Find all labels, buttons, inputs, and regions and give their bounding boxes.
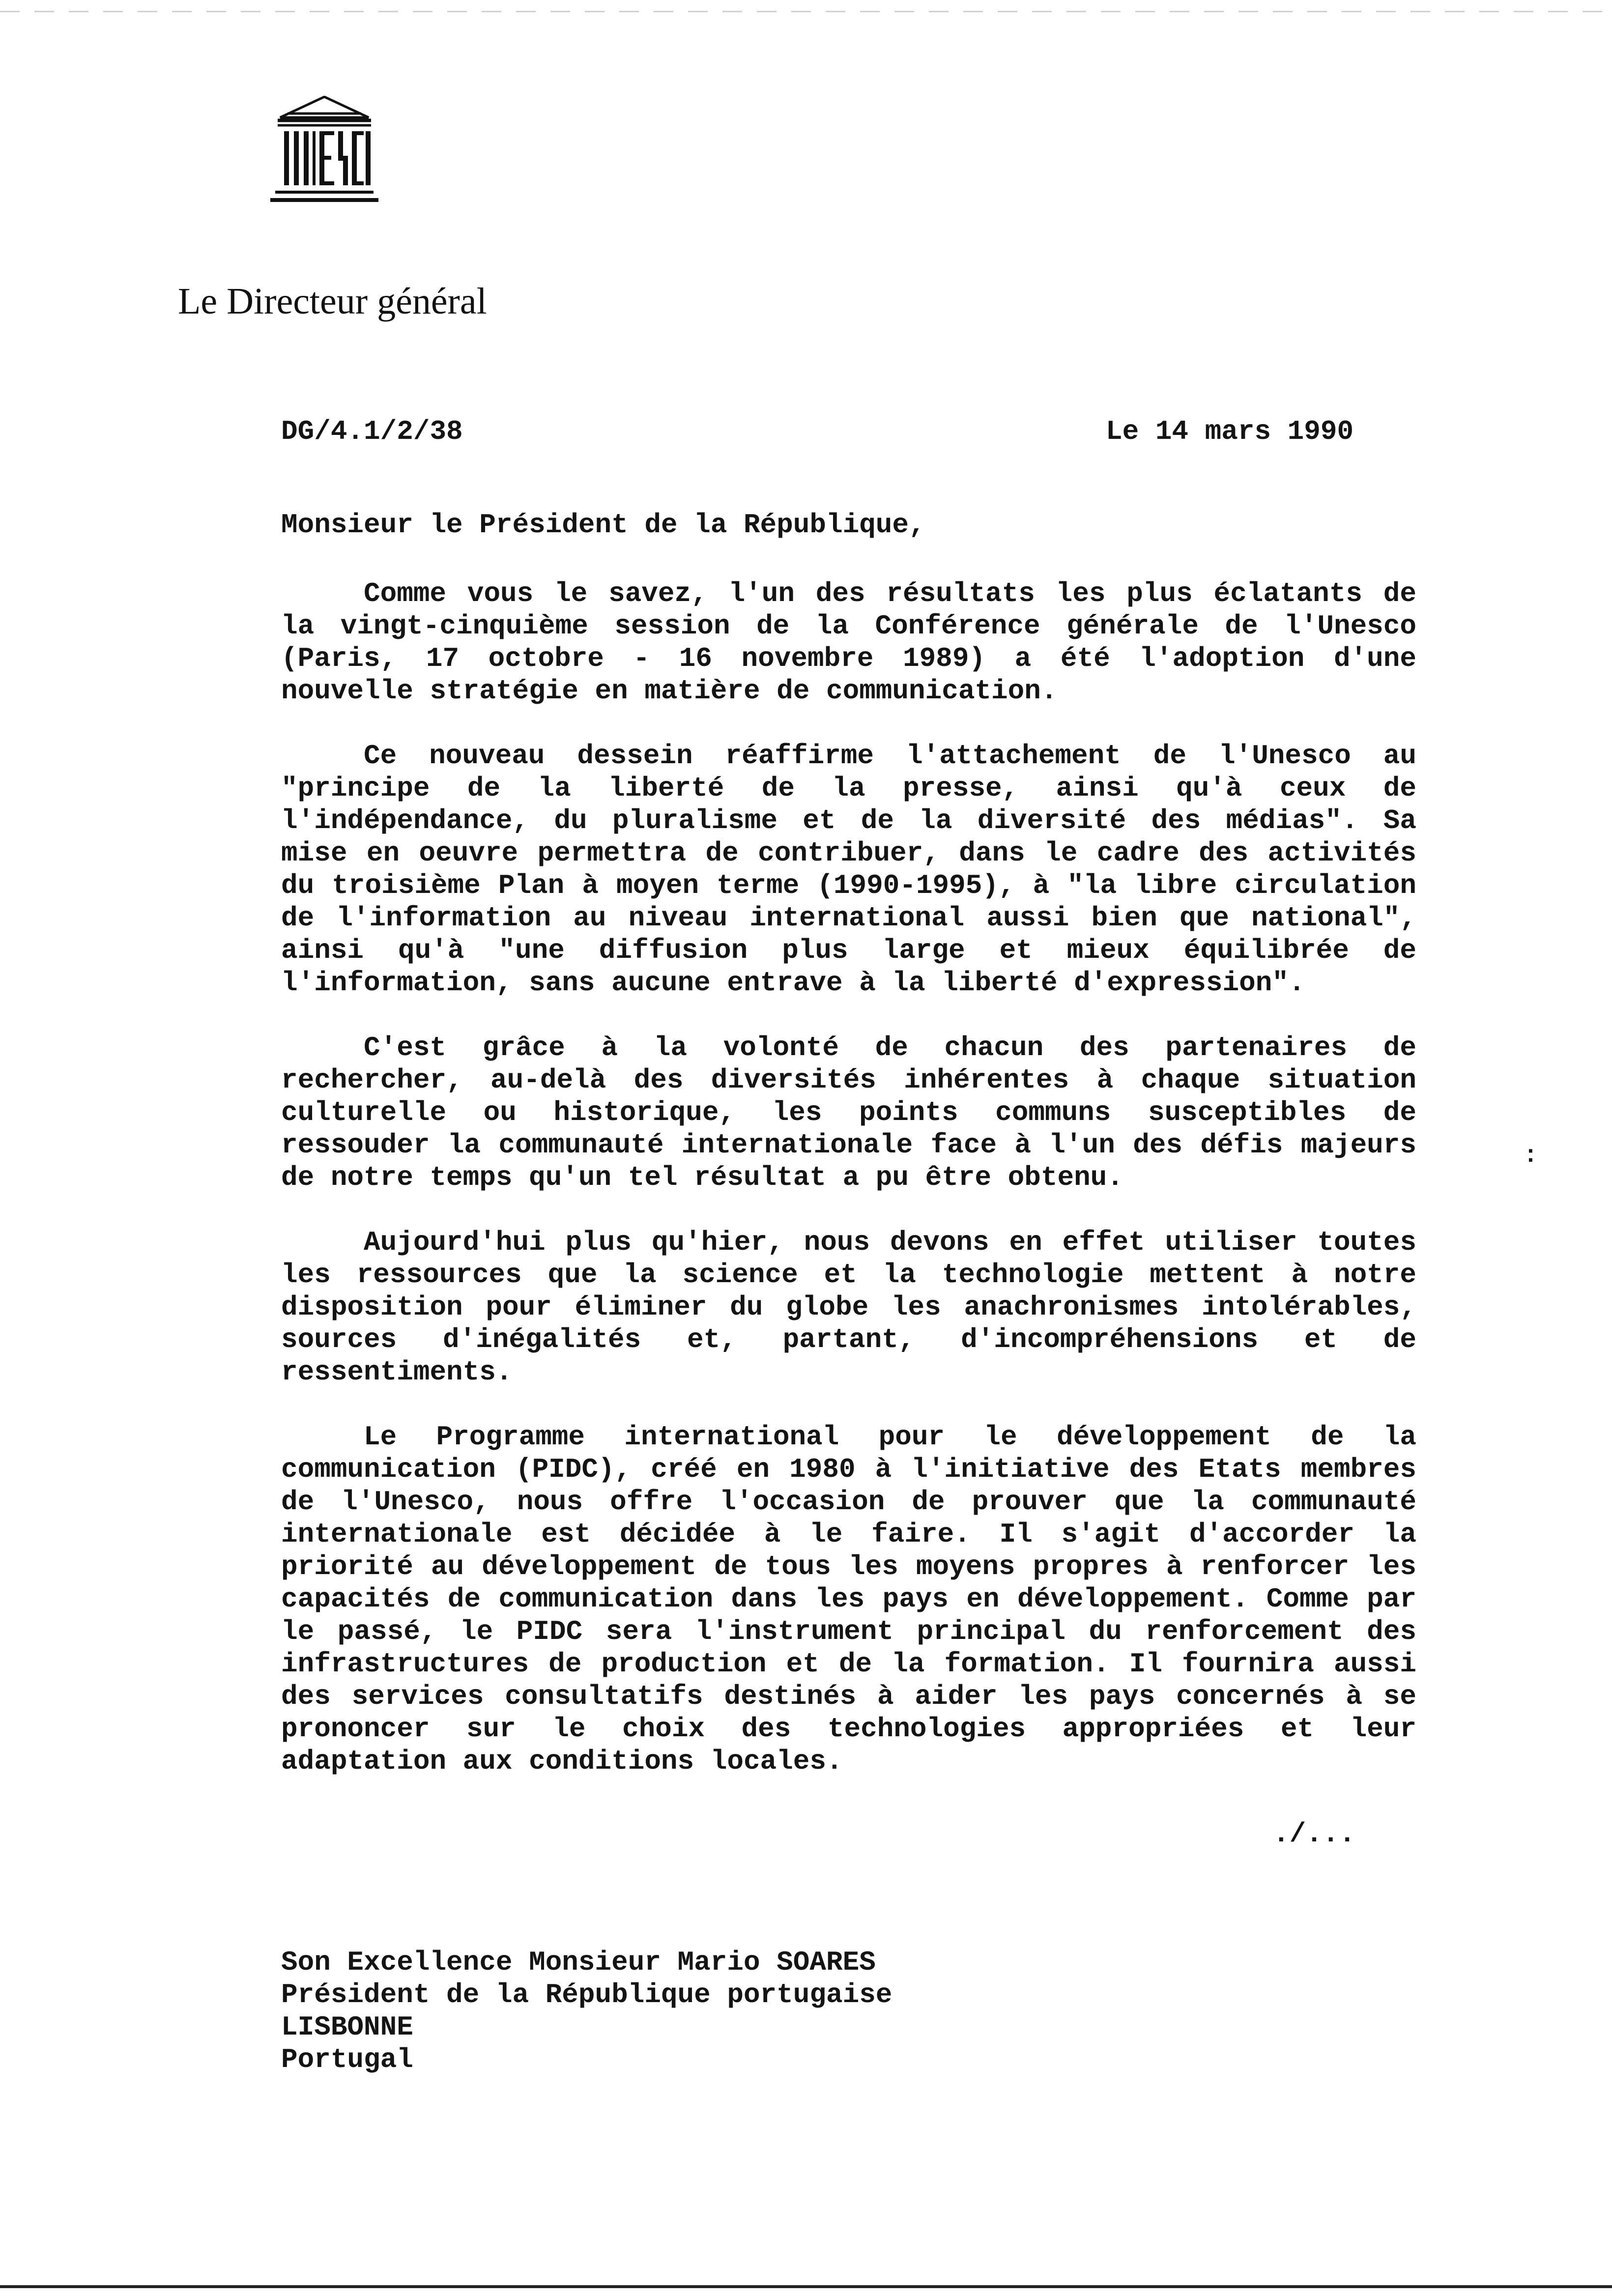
sender-title: Le Directeur général — [178, 281, 487, 322]
letter-body — [281, 577, 1416, 1810]
paragraph-4: Aujourd'hui plus qu'hier, nous devons en effet utiliser toutes les ressources que la science et la technologie mettent à notre disposition pour éliminer du globe les anachronismes intolérables, sources d'inégalités et, partant, d'incompréhensions et de ressentiments. — [281, 1227, 1416, 1388]
unesco-logo — [251, 96, 398, 219]
paragraph-3: C'est grâce à la volonté de chacun des partenaires de rechercher, au-delà des diversités inhérentes à chaque situation culturelle ou historique, les points communs susceptibles de ressouder la communauté internationale face à l'un des défis majeurs de notre temps qu'un tel résultat a pu être obtenu. — [281, 1032, 1416, 1193]
recipient-line-3: LISBONNE — [281, 2011, 413, 2043]
paragraph-2: Ce nouveau dessein réaffirme l'attachement de l'Unesco au "principe de la liberté de la presse, ainsi qu'à ceux de l'indépendance, du pluralisme et de la diversité des médias". Sa mise en oeuvre permettra de contribuer, dans le cadre des activités du troisième Plan à moyen terme (1990-1995), à "la libre circulation de l'information au niveau international aussi bien que national", ainsi qu'à "une diffusion plus large et mieux équilibrée de l'information, sans aucune entrave à la liberté d'expression". — [281, 740, 1416, 999]
recipient-line-4: Portugal — [281, 2044, 413, 2075]
document-reference: DG/4.1/2/38 — [281, 416, 463, 447]
recipient-line-1: Son Excellence Monsieur Mario SOARES — [281, 1947, 876, 1978]
recipient-address — [281, 1946, 892, 2076]
paragraph-5: Le Programme international pour le développement de la communication (PIDC), créé en 1980 à l'initiative des Etats membres de l'Unesco, nous offre l'occasion de prouver que la communauté internationale est décidée à le faire. Il s'agit d'accorder la priorité au développement de tous les moyens propres à renforcer les capacités de communication dans les pays en développement. Comme par le passé, le PIDC sera l'instrument principal du renforcement des infrastructures de production et de la formation. Il fournira aussi des services consultatifs destinés à aider les pays concernés à se prononcer sur le choix des technologies appropriées et leur adaptation aux conditions locales. — [281, 1421, 1416, 1777]
bottom-scan-rule — [0, 2285, 1612, 2288]
paragraph-1: Comme vous le savez, l'un des résultats les plus éclatants de la vingt-cinquième session de la Conférence générale de l'Unesco (Paris, 17 octobre - 16 novembre 1989) a été l'adoption d'une nouvelle stratégie en matière de communication. — [281, 578, 1416, 707]
letter-date: Le 14 mars 1990 — [1106, 416, 1354, 447]
recipient-line-2: Président de la République portugaise — [281, 1979, 892, 2010]
margin-mark: : — [1524, 1143, 1538, 1169]
continued-marker: ./... — [1273, 1818, 1356, 1850]
top-scan-rule — [0, 11, 1612, 12]
salutation: Monsieur le Président de la République, — [281, 509, 925, 541]
